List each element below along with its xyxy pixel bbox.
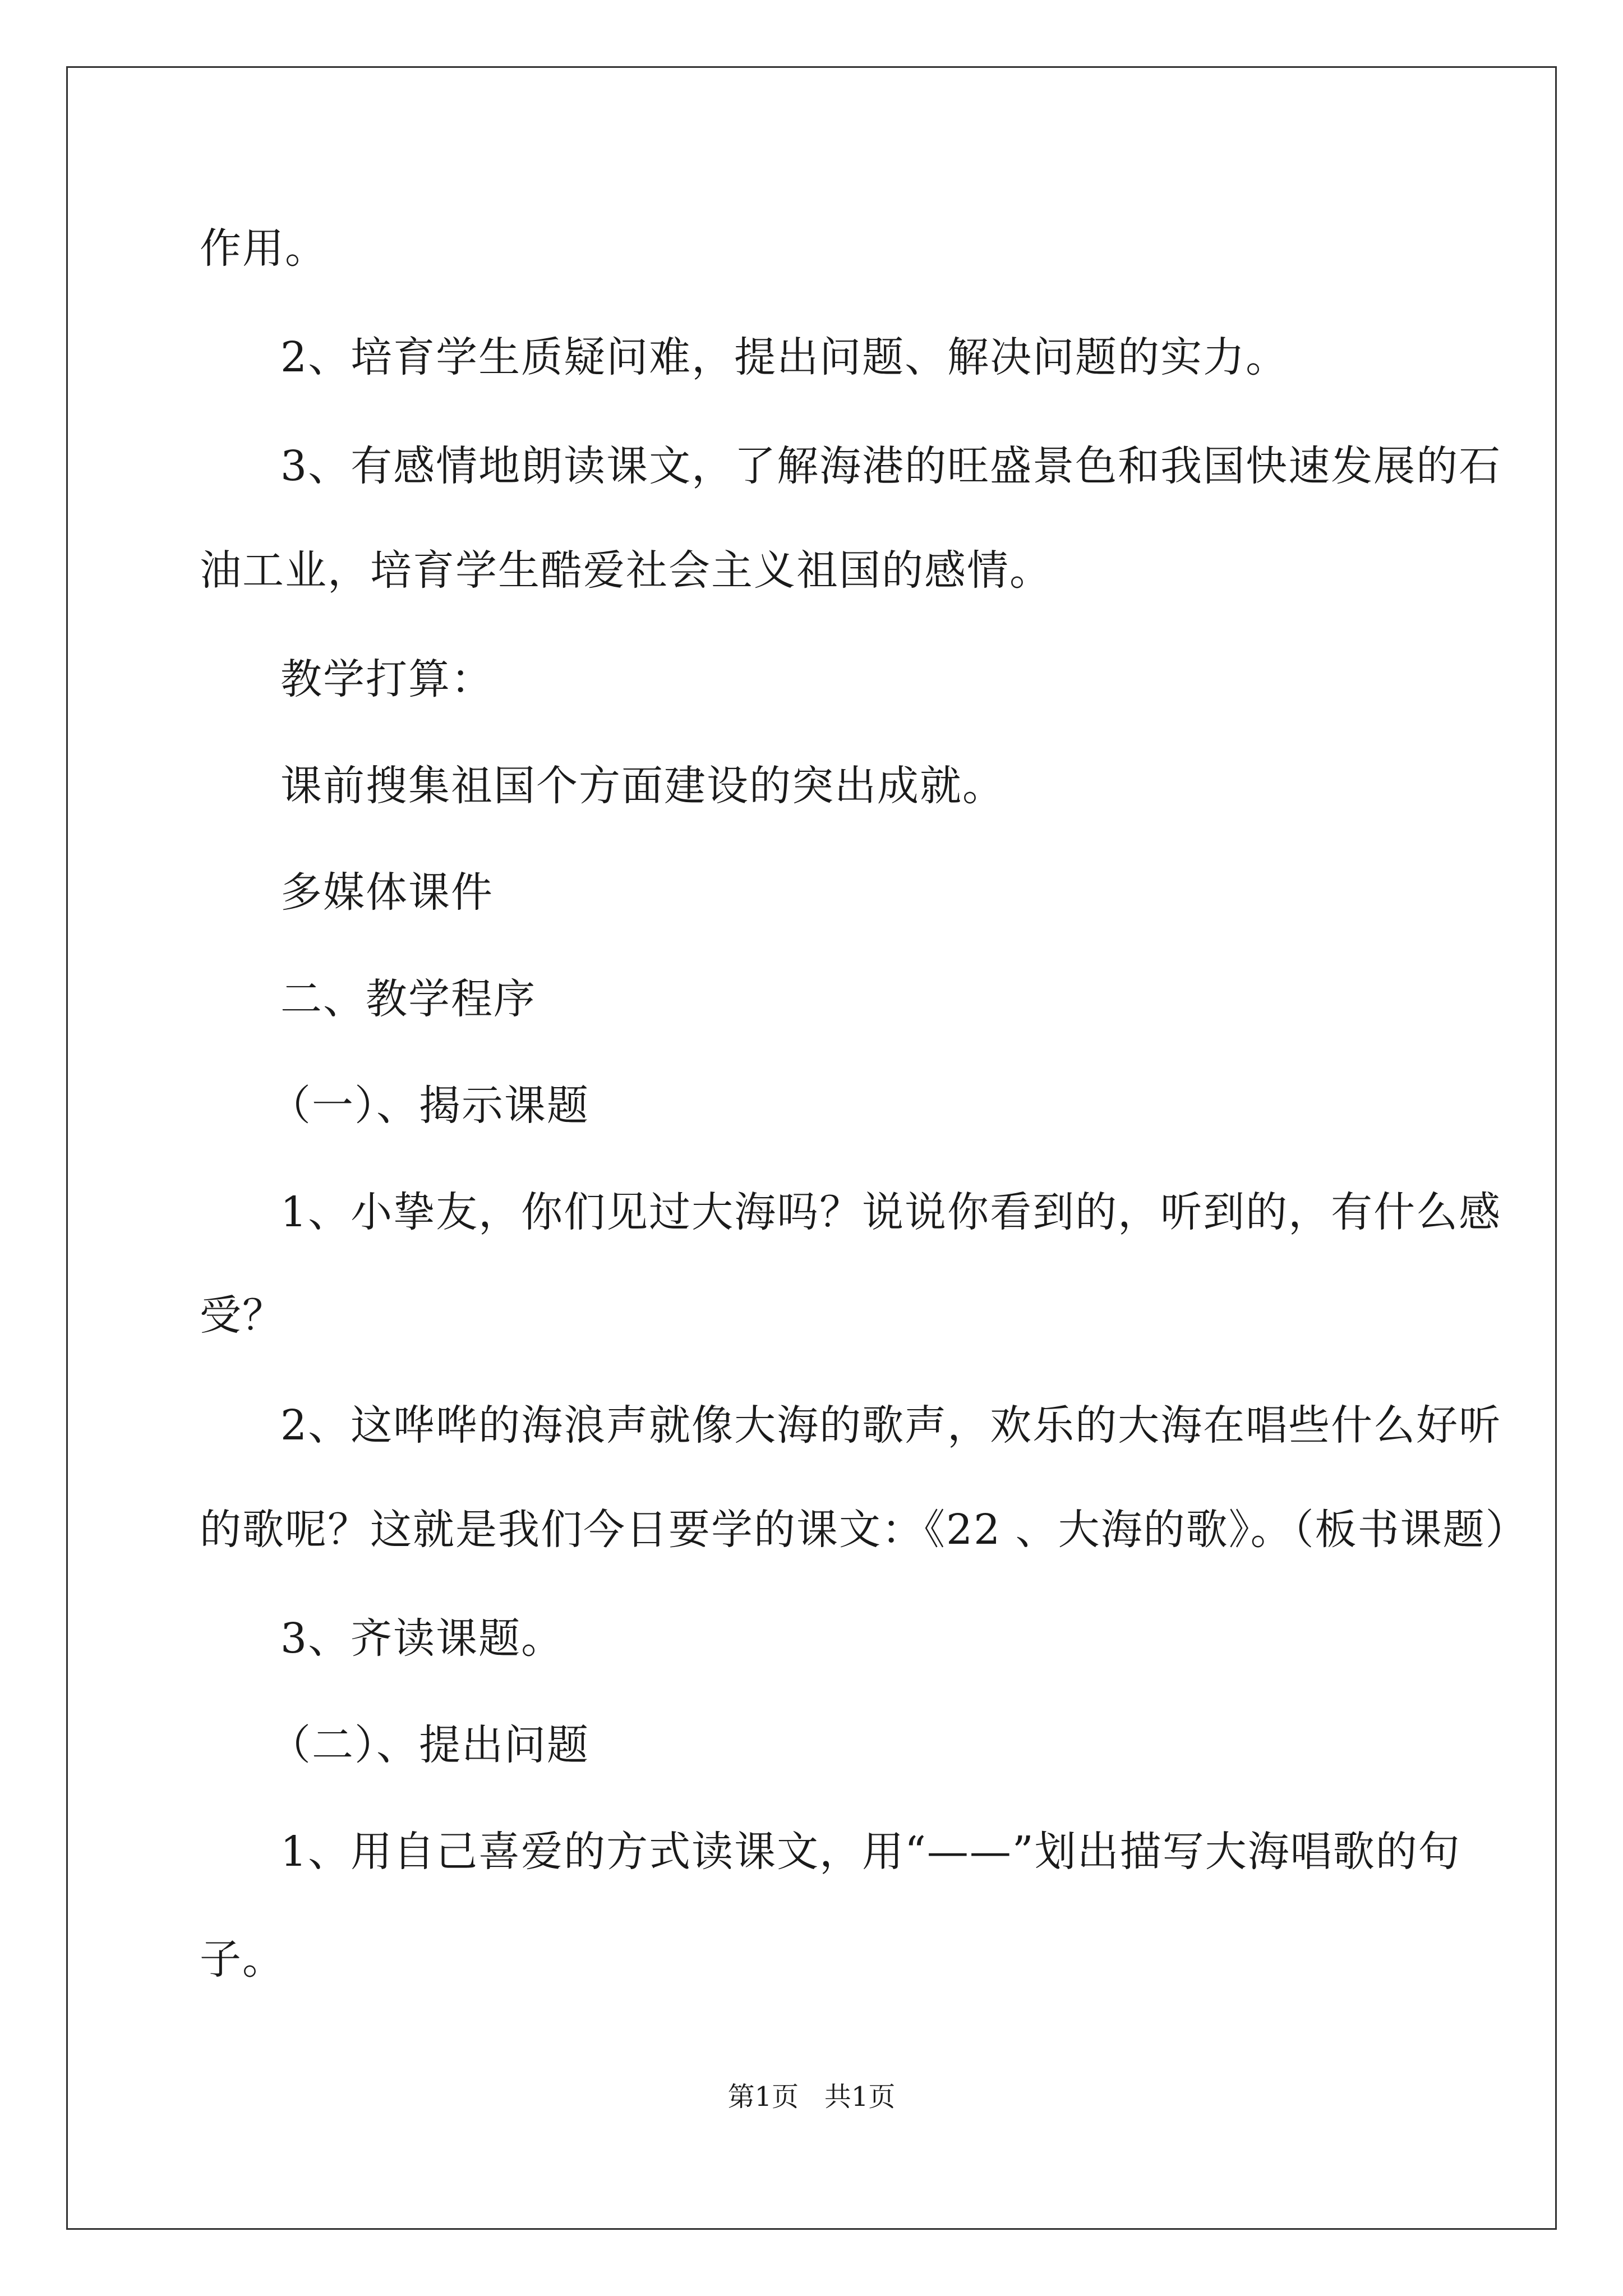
paragraph-text: 2、培育学生质疑问难，提出问题、解决问题的实力。: [280, 333, 1289, 381]
paragraph-text: 子。: [200, 1935, 285, 1984]
paragraph-text: 多媒体课件: [280, 868, 494, 917]
subsection-heading: （二）、提出问题: [269, 1721, 589, 1769]
paragraph-text: 作用。: [200, 224, 328, 273]
paragraph-text: 教学打算：: [280, 655, 494, 703]
paragraph-text: 的歌呢？这就是我们今日要学的课文：《22 、大海的歌》。（板书课题）: [200, 1506, 1528, 1554]
paragraph-text: 油工业，培育学生酷爱社会主义祖国的感情。: [200, 546, 1052, 595]
section-heading: 二、教学程序: [280, 975, 536, 1023]
subsection-heading: （一）、揭示课题: [269, 1082, 589, 1130]
paragraph-text: 2、这哗哗的海浪声就像大海的歌声，欢乐的大海在唱些什么好听: [280, 1401, 1502, 1450]
paragraph-text: 受？: [200, 1291, 285, 1340]
paragraph-text: 1、用自己喜爱的方式读课文，用“——”划出描写大海唱歌的句: [280, 1828, 1461, 1876]
paragraph-text: 3、齐读课题。: [280, 1614, 564, 1663]
page-footer: 第1页 共1页: [727, 2081, 896, 2113]
paragraph-text: 1、小挚友，你们见过大海吗？说说你看到的，听到的，有什么感: [280, 1188, 1502, 1236]
paragraph-text: 3、有感情地朗读课文，了解海港的旺盛景色和我国快速发展的石: [280, 442, 1502, 490]
paragraph-text: 课前搜集祖国个方面建设的突出成就。: [280, 762, 1005, 810]
